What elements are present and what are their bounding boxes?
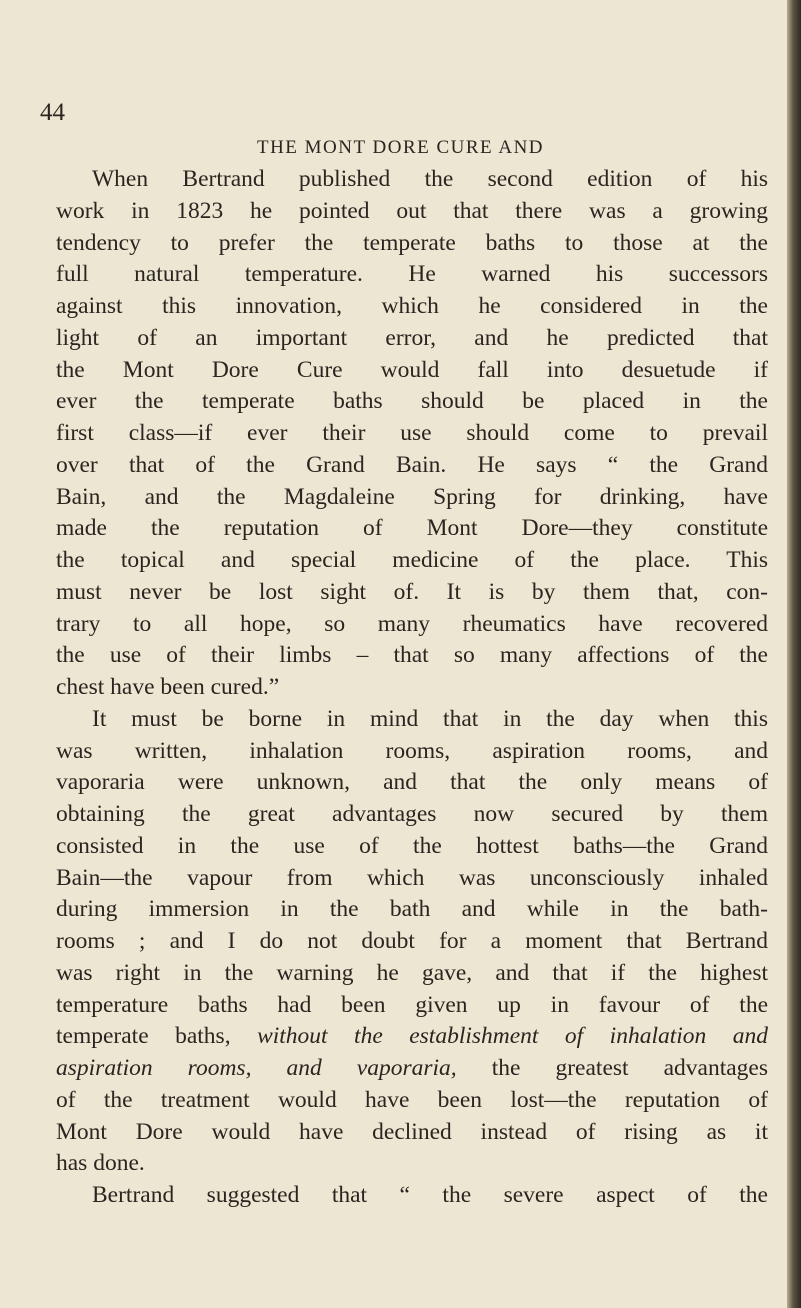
text-line-mixed [56, 1053, 768, 1085]
text-line: against this innovation, which he considered in the [56, 293, 768, 319]
body-text [56, 164, 768, 1212]
text-line: must never be lost sight of. It is by them that, con- [56, 578, 768, 605]
text-line: It must be borne in mind that in the day when this [92, 705, 768, 732]
text-line: When Bertrand published the second edition of his [92, 166, 768, 192]
text-line: the topical and special medicine of the place. This [56, 547, 768, 573]
italic-segment: aspiration rooms, and vaporaria, [56, 1055, 457, 1081]
text-line: first class—if ever their use should come to prevail [56, 420, 768, 446]
text-line: was right in the warning he gave, and that if the highest [56, 959, 768, 986]
text-line: obtaining the great advantages now secured by them [56, 801, 768, 827]
text-line: work in 1823 he pointed out that there was a growing [56, 197, 768, 224]
text-line: chest have been cured.” [56, 674, 280, 700]
text-line: has done. [56, 1150, 145, 1177]
text-line: temperature baths had been given up in favour of the [56, 991, 768, 1018]
text-line: made the reputation of Mont Dore—they constitute [56, 515, 768, 542]
page-number: 44 [40, 99, 65, 126]
text-line: consisted in the use of the hottest baths—the Grand [56, 832, 768, 859]
running-title: THE MONT DORE CURE AND [256, 137, 545, 158]
text-line: Bain—the vapour from which was unconsciously inhaled [56, 864, 768, 891]
text-line: vaporaria were unknown, and that the only means of [56, 769, 768, 796]
text-line-mixed [56, 1021, 768, 1053]
text-line: tendency to prefer the temperate baths to those at the [56, 229, 768, 256]
text-segment: temperate baths, [56, 1023, 231, 1050]
text-line: during immersion in the bath and while in the bath- [56, 896, 768, 923]
text-line: Bain, and the Magdaleine Spring for drinking, have [56, 483, 768, 510]
text-line: ever the temperate baths should be placed in the [56, 388, 768, 415]
text-line: light of an important error, and he predicted that [56, 324, 768, 351]
text-line: Mont Dore would have declined instead of rising as it [56, 1118, 768, 1145]
text-line: Bertrand suggested that “ the severe aspect of the [92, 1182, 768, 1208]
text-line: of the treatment would have been lost—the reputation of [56, 1086, 768, 1113]
text-line: trary to all hope, so many rheumatics have recovered [56, 610, 768, 637]
italic-segment: without the establishment of inhalation and [257, 1023, 768, 1050]
text-line: the Mont Dore Cure would fall into desuetude if [56, 356, 768, 383]
text-line: the use of their limbs – that so many affections of the [56, 642, 768, 669]
text-segment: the greatest advantages [456, 1055, 768, 1081]
text-line: over that of the Grand Bain. He says “ the Grand [56, 451, 768, 478]
page-edge-shadow [787, 0, 801, 1308]
text-line: was written, inhalation rooms, aspiration rooms, and [56, 737, 768, 764]
text-line: rooms ; and I do not doubt for a moment that Bertrand [56, 928, 768, 954]
text-line: full natural temperature. He warned his successors [56, 261, 768, 288]
